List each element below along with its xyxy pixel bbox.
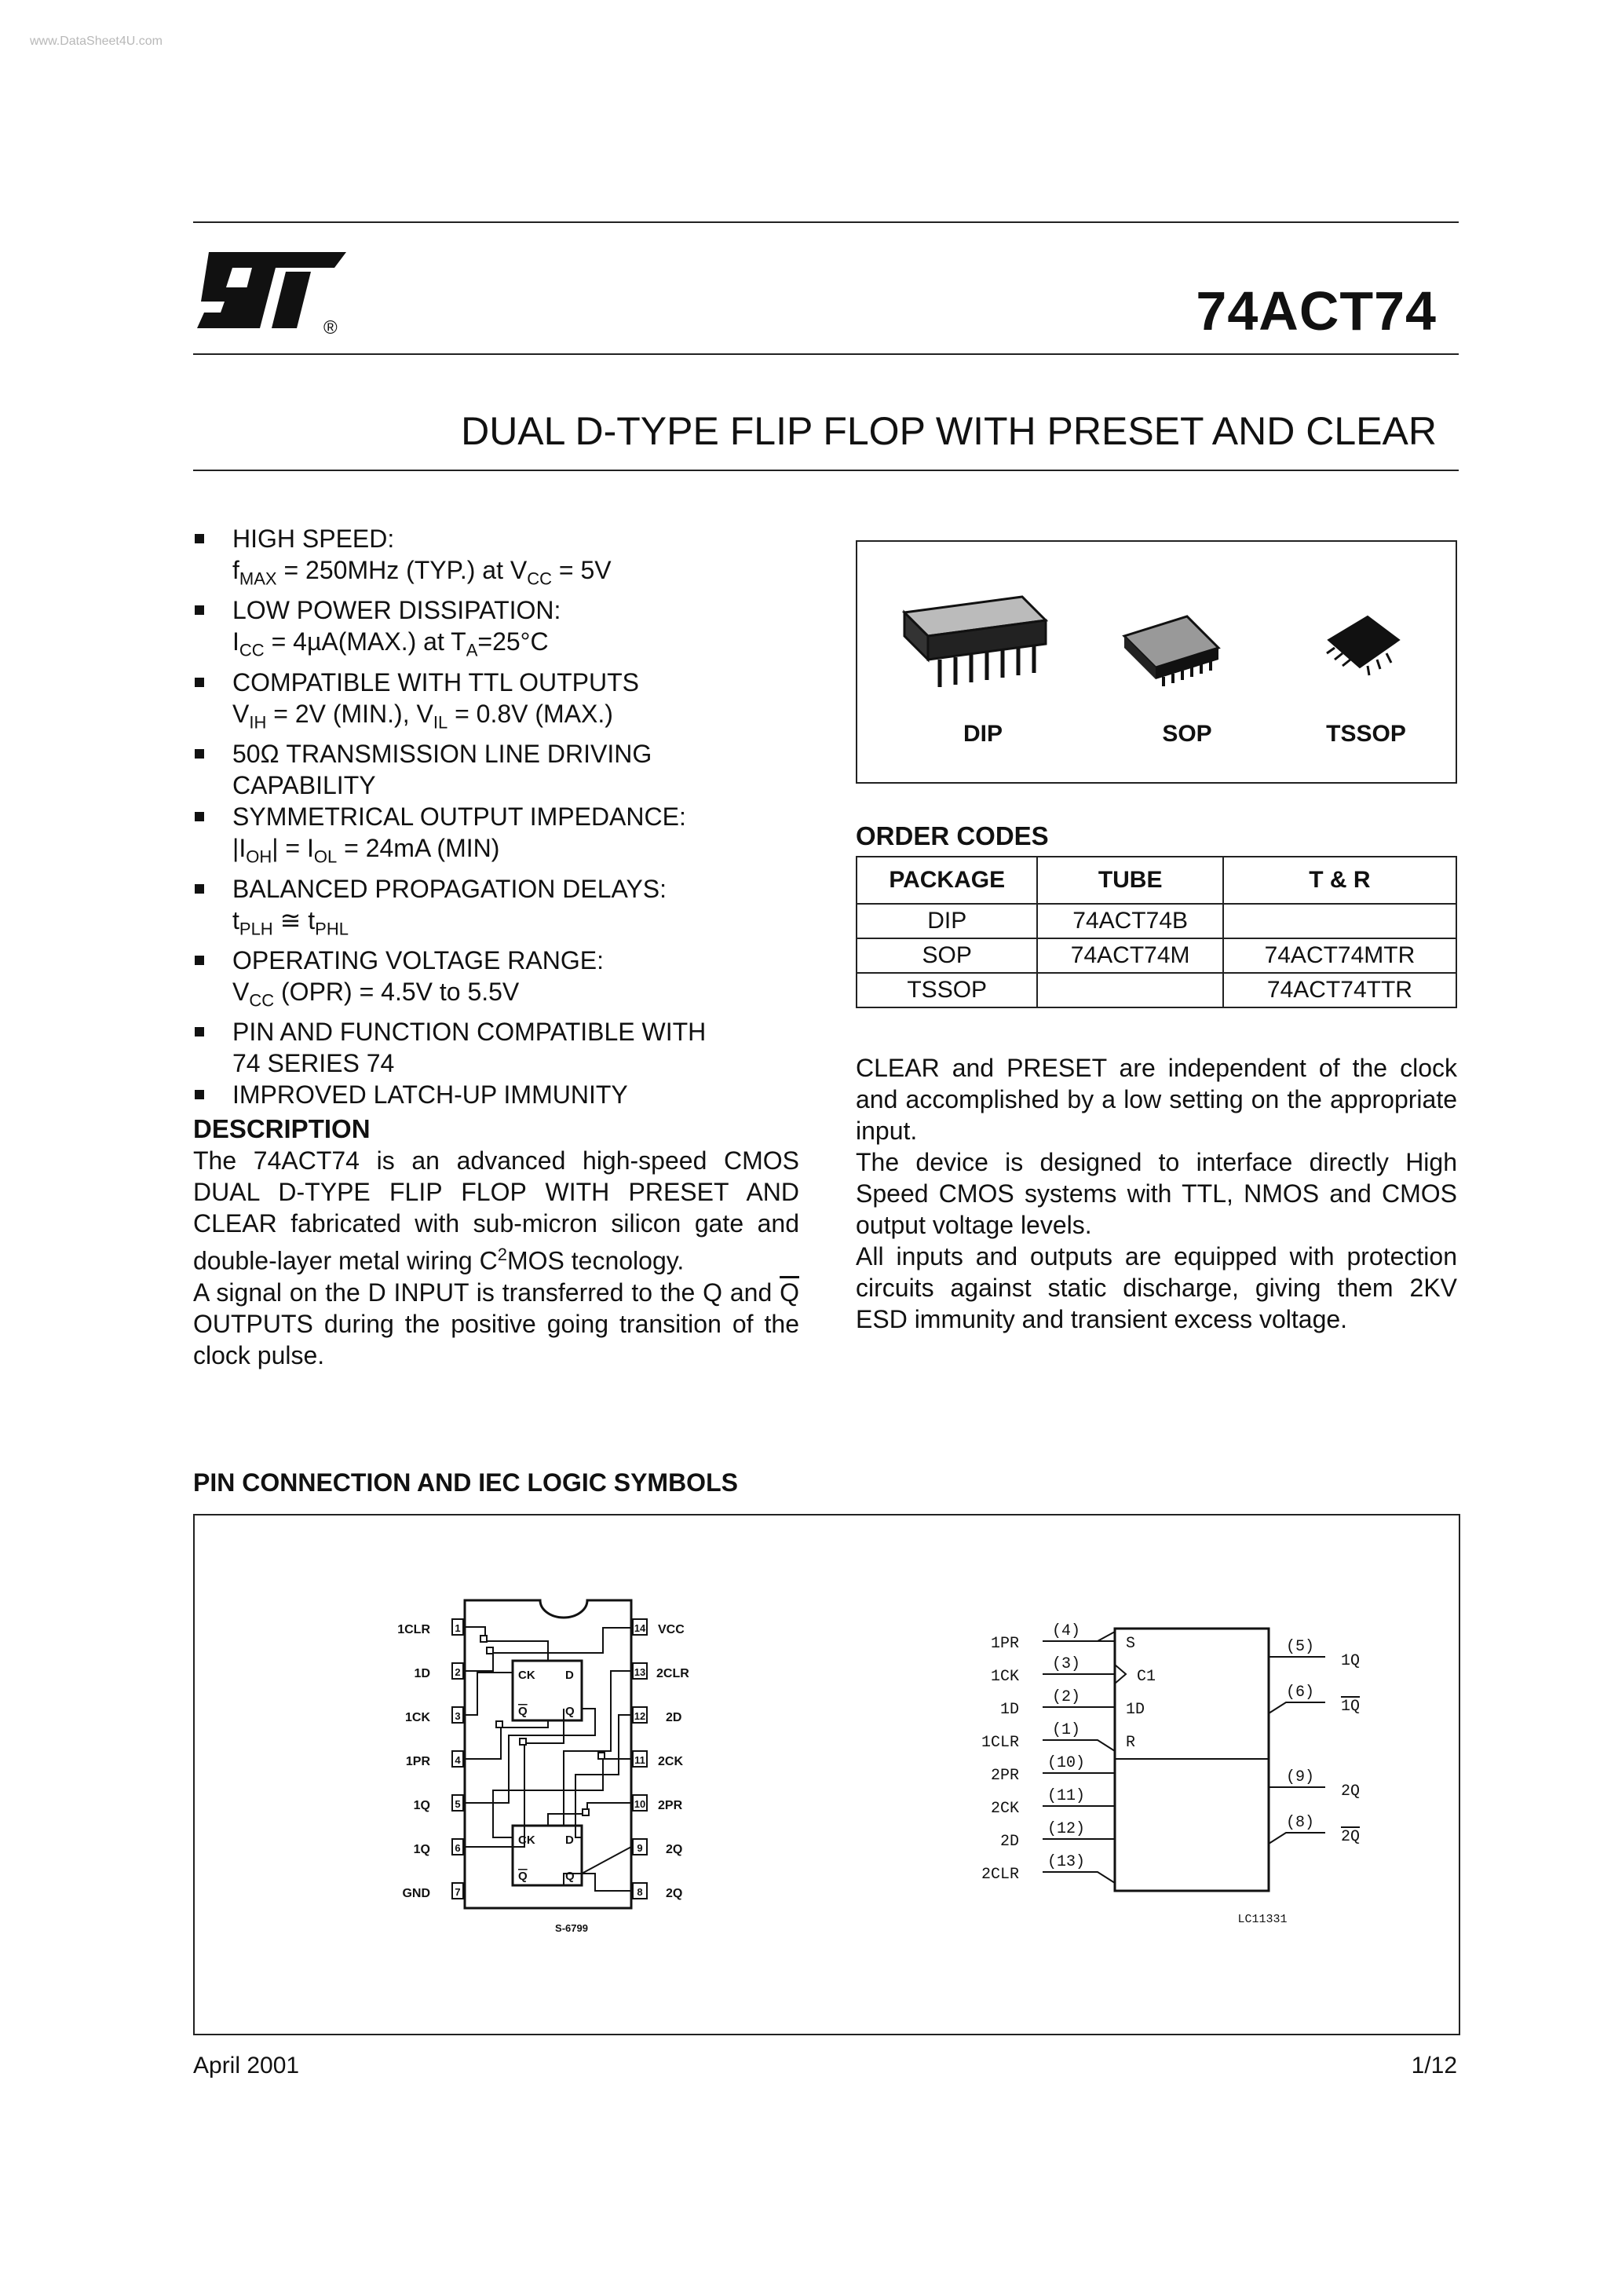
- sop-label: SOP: [1162, 721, 1212, 747]
- ff-qbar-label: Q: [518, 1705, 528, 1718]
- sop-package-icon: [1116, 605, 1226, 691]
- table-row: [857, 904, 1456, 938]
- table-cell: 74ACT74MTR: [1223, 938, 1456, 973]
- table-cell: [1037, 973, 1222, 1007]
- iec-input-label: 1CK: [990, 1668, 1019, 1686]
- feature-detail: $f_{MAX} = 250MHz$ (TYP.) at $V_{CC} = 5V$: [232, 556, 612, 589]
- feature-item: [193, 738, 806, 801]
- table-cell: TSSOP: [857, 973, 1037, 1007]
- description-paragraph: The device is designed to interface directly High Speed CMOS systems with TTL, NMOS and CMOS output voltage levels.: [856, 1148, 1457, 1239]
- iec-box-label: C1: [1137, 1668, 1156, 1686]
- iec-input-number: (12): [1047, 1820, 1086, 1838]
- iec-input-number: (10): [1047, 1754, 1086, 1772]
- pin-number: 7: [455, 1886, 461, 1898]
- feature-heading: SYMMETRICAL OUTPUT IMPEDANCE:: [232, 803, 686, 832]
- iec-output-label: 2Q: [1340, 1782, 1361, 1801]
- feature-heading: OPERATING VOLTAGE RANGE:: [232, 945, 604, 974]
- feature-heading: PIN AND FUNCTION COMPATIBLE WITH: [232, 1018, 707, 1047]
- footer-date: April 2001: [193, 2053, 300, 2078]
- feature-item: [193, 667, 806, 738]
- order-codes-table: [856, 856, 1457, 1008]
- table-cell: SOP: [857, 938, 1037, 973]
- feature-heading: 50Ω TRANSMISSION LINE DRIVING: [232, 740, 652, 769]
- ff-qbar-label: Q: [518, 1870, 528, 1883]
- pin-label: GND: [402, 1887, 430, 1900]
- iec-input-number: (3): [1051, 1655, 1081, 1673]
- table-cell: 74ACT74B: [1037, 904, 1222, 938]
- pin-label: 1PR: [405, 1755, 430, 1768]
- description-paragraph: A signal on the D INPUT is transferred to the Q and $\overline{Q}$ OUTPUTS during the positive going transition of the clock pulse.: [193, 1278, 799, 1369]
- feature-item: [193, 594, 806, 666]
- pin-label: 1Q: [413, 1799, 430, 1812]
- table-cell: [1223, 904, 1456, 938]
- iec-input-label: 2CLR: [981, 1866, 1019, 1884]
- page-title: DUAL D-TYPE FLIP FLOP WITH PRESET AND CLEAR: [461, 409, 1437, 453]
- pin-number: 13: [634, 1666, 646, 1678]
- pin-number: 10: [634, 1798, 646, 1810]
- column-header: TUBE: [1037, 857, 1222, 904]
- table-cell: 74ACT74M: [1037, 938, 1222, 973]
- table-cell: DIP: [857, 904, 1037, 938]
- description-section: [193, 1113, 799, 1371]
- feature-detail: $V_{CC}$ (OPR) = 4.5V to 5.5V: [232, 977, 520, 1011]
- column-header: T & R: [1223, 857, 1456, 904]
- feature-heading: LOW POWER DISSIPATION:: [232, 596, 561, 625]
- table-cell: 74ACT74TTR: [1223, 973, 1456, 1007]
- pin-label: VCC: [658, 1623, 685, 1636]
- feature-detail: CAPABILITY: [232, 771, 376, 800]
- iec-input-label: 1D: [999, 1701, 1019, 1719]
- pin-label: 1CLR: [397, 1623, 430, 1636]
- pin-label: 2D: [666, 1711, 682, 1724]
- pin-number: 9: [637, 1842, 643, 1854]
- ff-ck-label: CK: [518, 1669, 535, 1682]
- iec-input-number: (11): [1047, 1787, 1086, 1805]
- iec-input-number: (13): [1047, 1853, 1086, 1871]
- feature-item: [193, 801, 806, 872]
- iec-input-label: 1CLR: [981, 1734, 1019, 1752]
- column-header: PACKAGE: [857, 857, 1037, 904]
- part-number: 74ACT74: [1196, 280, 1437, 342]
- description-paragraph: The 74ACT74 is an advanced high-speed CMOS DUAL D-TYPE FLIP FLOP WITH PRESET AND CLEAR fabricated with sub-micron silicon gate and double-layer metal wiring $C^2MOS$ tecnology.: [193, 1146, 799, 1275]
- iec-output-label: 2Q: [1340, 1828, 1361, 1846]
- feature-heading: BALANCED PROPAGATION DELAYS:: [232, 874, 667, 903]
- feature-item: [193, 945, 806, 1016]
- pin-label: 2Q: [666, 1887, 683, 1900]
- feature-detail: $V_{IH} = 2V$ (MIN.), $V_{IL} = 0.8V$ (MAX.): [232, 699, 613, 733]
- package-images-box: [856, 540, 1457, 784]
- feature-heading: COMPATIBLE WITH TTL OUTPUTS: [232, 667, 639, 696]
- ff-q-label: Q: [565, 1705, 575, 1718]
- pin-label: 2PR: [658, 1799, 683, 1812]
- ff-q-label: Q: [565, 1870, 575, 1883]
- iec-box-label: R: [1126, 1734, 1136, 1752]
- ff-ck-label: CK: [518, 1834, 535, 1847]
- pin-label: 2CLR: [656, 1667, 689, 1680]
- watermark: www.DataSheet4U.com: [30, 35, 163, 48]
- iec-output-number: (6): [1285, 1684, 1315, 1702]
- iec-input-number: (2): [1051, 1688, 1081, 1706]
- top-rule: [193, 221, 1459, 223]
- feature-item: [193, 1016, 806, 1079]
- iec-input-label: 1PR: [990, 1635, 1019, 1653]
- pin-number: 5: [455, 1798, 461, 1810]
- feature-detail: $I_{CC} = 4\mu A(MAX.)$ at $T_A=25^\circ C$: [232, 627, 549, 660]
- pin-number: 1: [455, 1622, 461, 1634]
- iec-output-number: (9): [1285, 1768, 1315, 1786]
- feature-detail: 74 SERIES 74: [232, 1049, 395, 1078]
- tssop-package-icon: [1321, 605, 1407, 683]
- table-row: [857, 938, 1456, 973]
- pin-label: 2CK: [658, 1755, 684, 1768]
- feature-detail: $t_{PLH}$ ≅ $t_{PHL}$: [232, 905, 349, 938]
- description-heading: DESCRIPTION: [193, 1114, 371, 1143]
- feature-item: [193, 1079, 806, 1110]
- registered-mark: ®: [323, 317, 338, 338]
- pin-number: 2: [455, 1666, 461, 1678]
- pin-number: 8: [637, 1886, 643, 1898]
- pin-label: 2Q: [666, 1843, 683, 1856]
- pin-number: 6: [455, 1842, 461, 1854]
- iec-input-number: (4): [1051, 1622, 1081, 1640]
- ff-d-label: D: [565, 1669, 574, 1682]
- feature-heading: IMPROVED LATCH-UP IMMUNITY: [232, 1080, 628, 1110]
- table-row: [857, 973, 1456, 1007]
- iec-box-label: 1D: [1126, 1701, 1145, 1719]
- footer-page-number: 1/12: [1411, 2053, 1457, 2078]
- features-list: [193, 523, 806, 1110]
- ff-d-label: D: [565, 1834, 574, 1847]
- dip-figure-code: S-6799: [555, 1922, 588, 1934]
- dip-label: DIP: [963, 721, 1003, 747]
- iec-output-number: (5): [1285, 1638, 1315, 1656]
- iec-input-number: (1): [1051, 1721, 1081, 1739]
- title-rule: [193, 470, 1459, 471]
- pin-diagram-box: [193, 1514, 1460, 2035]
- iec-output-label: 1Q: [1340, 1698, 1361, 1716]
- right-description: [856, 1052, 1457, 1335]
- description-paragraph: All inputs and outputs are equipped with protection circuits against static discharge, giving them 2KV ESD immunity and transient excess voltage.: [856, 1242, 1457, 1333]
- table-header-row: [857, 857, 1456, 904]
- description-paragraph: CLEAR and PRESET are independent of the clock and accomplished by a low setting on the appropriate input.: [856, 1054, 1457, 1145]
- iec-input-label: 2CK: [990, 1800, 1019, 1818]
- pin-number: 3: [455, 1710, 461, 1722]
- iec-input-label: 2D: [999, 1833, 1019, 1851]
- dip-pinout-diagram: [452, 1600, 647, 1908]
- dip-package-icon: [889, 589, 1054, 699]
- iec-input-label: 2PR: [990, 1767, 1019, 1785]
- tssop-label: TSSOP: [1326, 721, 1406, 747]
- pin-number: 12: [634, 1710, 646, 1722]
- pin-number: 11: [634, 1754, 645, 1766]
- pin-label: 1Q: [413, 1843, 430, 1856]
- feature-heading: HIGH SPEED:: [232, 525, 395, 553]
- iec-figure-code: LC11331: [1237, 1913, 1288, 1926]
- header-rule: [193, 353, 1459, 355]
- feature-item: [193, 873, 806, 945]
- iec-box-label: S: [1126, 1635, 1136, 1653]
- pin-section-heading: PIN CONNECTION AND IEC LOGIC SYMBOLS: [193, 1468, 738, 1497]
- iec-output-number: (8): [1285, 1814, 1315, 1832]
- pin-number: 4: [455, 1754, 461, 1766]
- iec-output-label: 1Q: [1340, 1652, 1361, 1670]
- feature-detail: $|I_{OH}| = I_{OL} = 24mA$ (MIN): [232, 834, 500, 867]
- feature-item: [193, 523, 806, 594]
- pin-label: 1D: [414, 1667, 430, 1680]
- order-codes-heading: ORDER CODES: [856, 821, 1049, 850]
- pin-number: 14: [634, 1622, 646, 1634]
- pin-label: 1CK: [404, 1711, 430, 1724]
